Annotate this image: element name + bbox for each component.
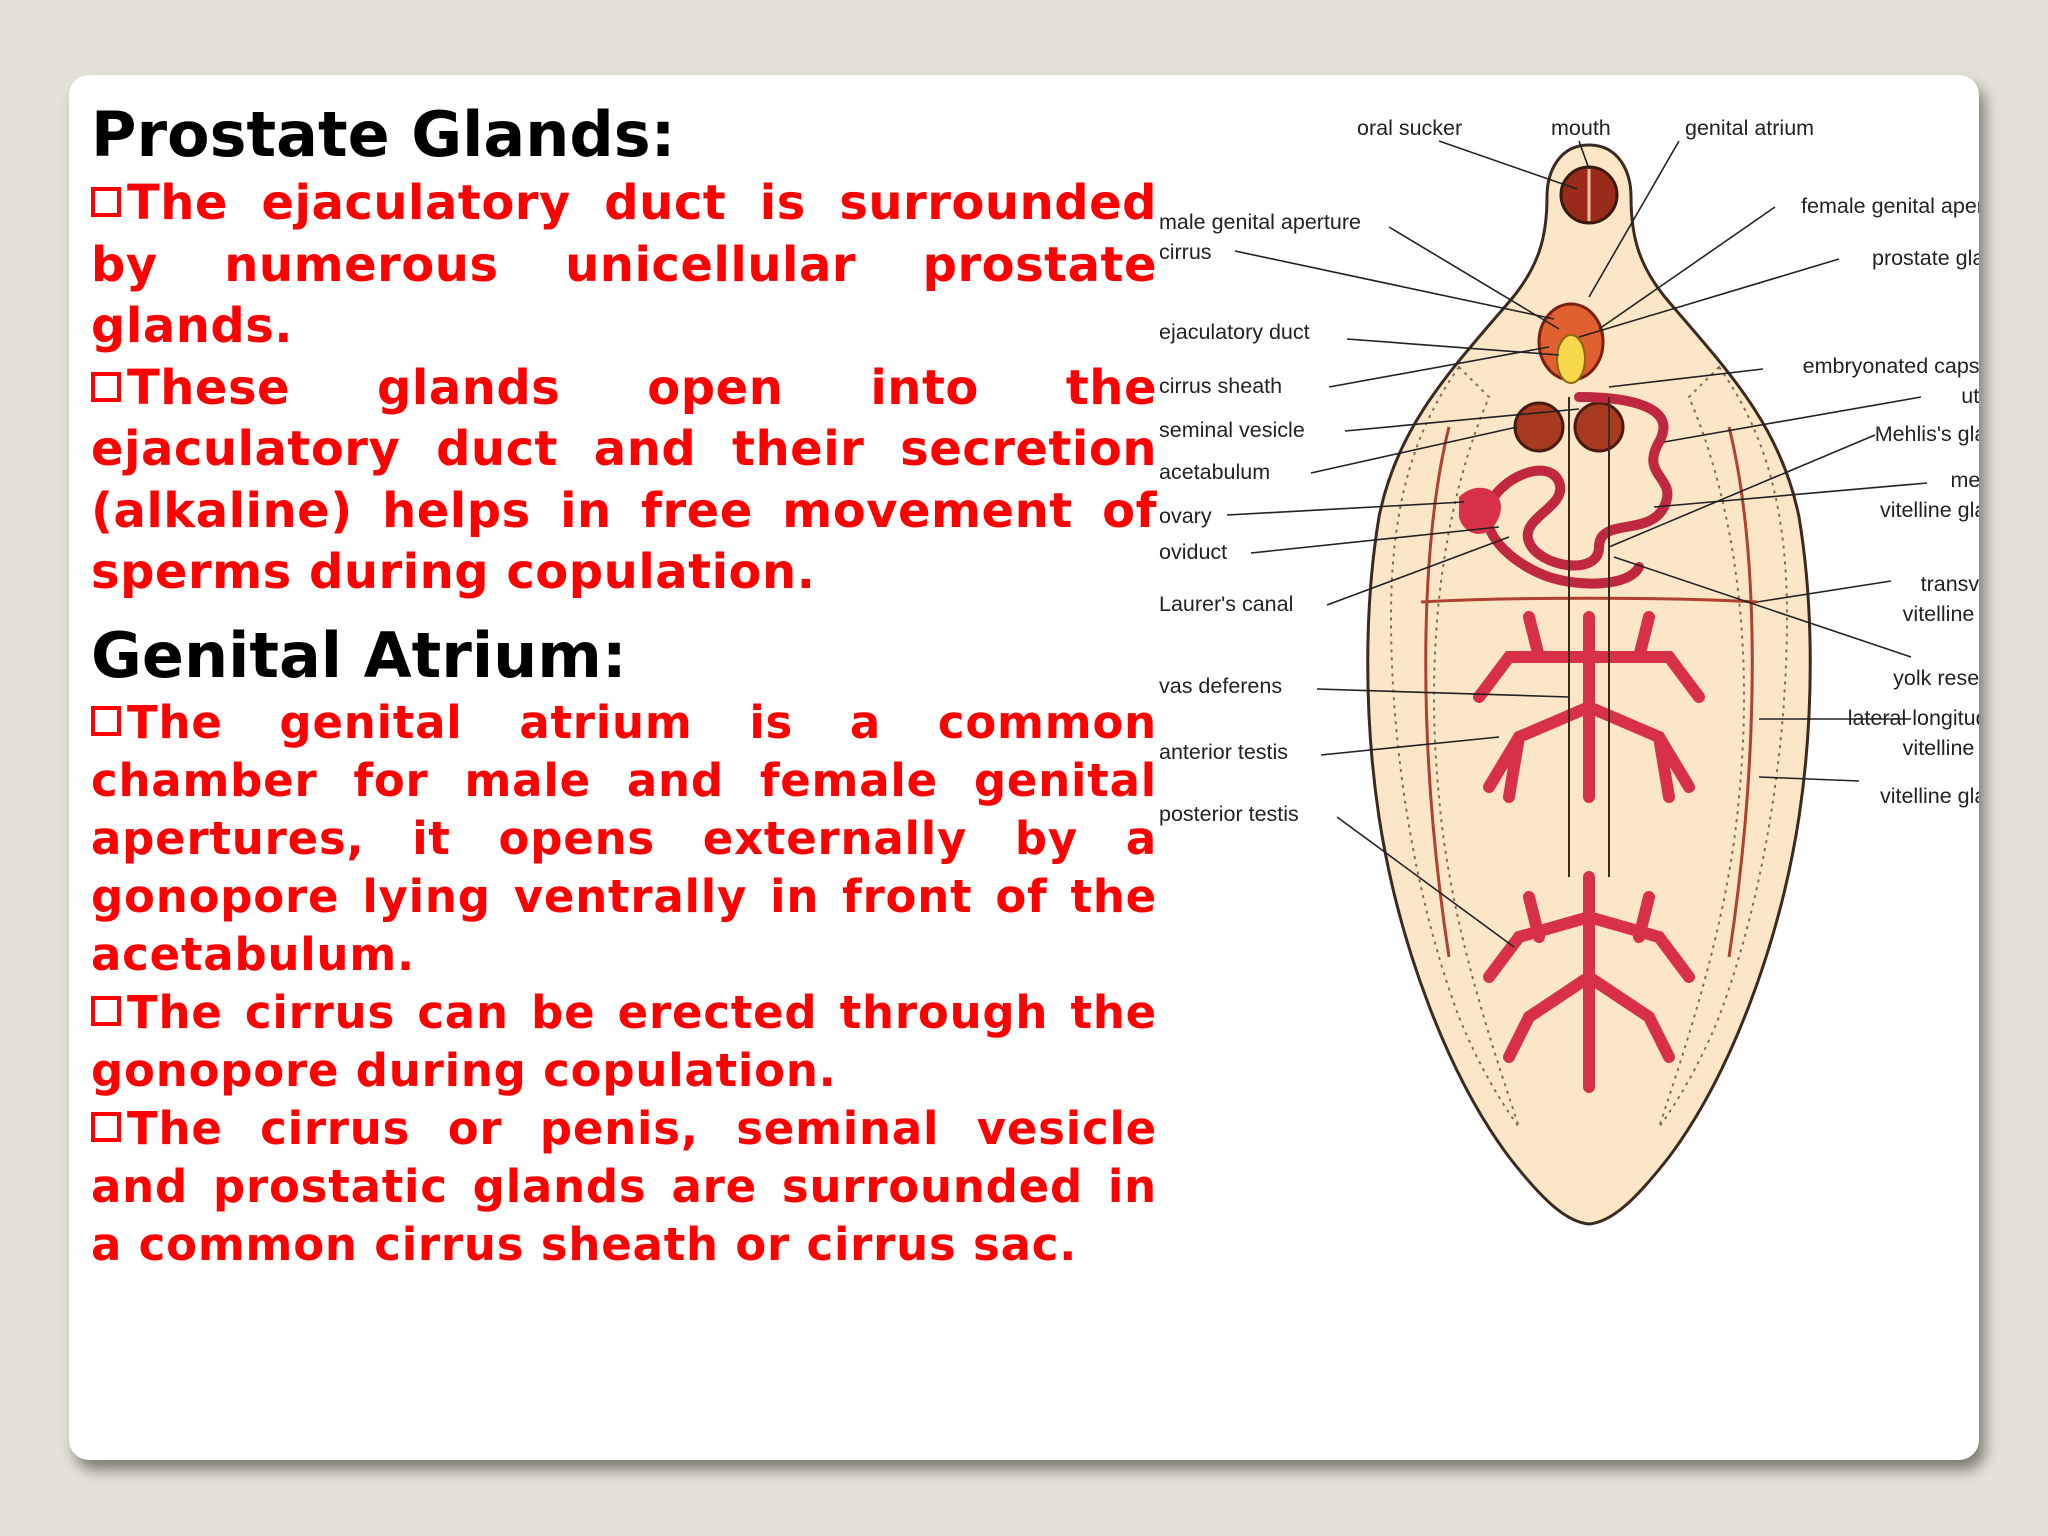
label-ejaculatory-duct: ejaculatory duct	[1159, 320, 1310, 344]
acetabulum	[1515, 403, 1563, 451]
slide-card	[69, 75, 2021, 1460]
text-column	[91, 97, 1157, 1274]
label-transverse-vitelline-duct: vitelline duct	[1902, 602, 2021, 626]
label-median: median	[1950, 468, 2021, 492]
label-lateral-vitelline-duct: vitelline duct	[1902, 736, 2021, 760]
bullet-item: The cirrus or penis, seminal vesicle and prostatic glands are surrounded in a common cirrus sheath or cirrus sac.	[91, 1101, 1157, 1271]
label-uterus: uterus	[1961, 384, 2021, 408]
label-median-vitelline-glands: vitelline glands	[1879, 498, 2021, 522]
label-seminal-vesicle: seminal vesicle	[1159, 418, 1305, 442]
label-mehlis-glands: Mehlis's glands	[1874, 422, 2021, 446]
label-lateral-longitudinal: lateral longitudinal	[1847, 706, 2021, 730]
label-vitelline-glands: vitelline glands	[1879, 784, 2021, 808]
bullet-item: The cirrus can be erected through the gonopore during copulation.	[91, 985, 1157, 1097]
label-mouth: mouth	[1551, 116, 1611, 140]
label-genital-atrium: genital atrium	[1685, 116, 1815, 140]
label-cirrus-sheath: cirrus sheath	[1159, 374, 1283, 398]
seminal-vesicle	[1575, 403, 1623, 451]
checkbox-bullet-icon	[91, 372, 121, 402]
bullet-item: The ejaculatory duct is surrounded by numerous unicellular prostate glands.	[91, 175, 1157, 354]
section-title-prostate-glands: Prostate Glands:	[91, 98, 676, 171]
label-ovary: ovary	[1159, 504, 1212, 528]
prostate-glands-section	[91, 97, 1157, 604]
label-anterior-testis: anterior testis	[1159, 740, 1289, 764]
label-laurers-canal: Laurer's canal	[1159, 592, 1294, 616]
bullet-item: The genital atrium is a common chamber for male and female genital apertures, it opens externally by a gonopore lying ventrally in front of the acetabulum.	[91, 695, 1157, 981]
label-vas-deferens: vas deferens	[1159, 674, 1283, 698]
label-yolk-reservoir: yolk reservoir	[1893, 666, 2021, 690]
checkbox-bullet-icon	[91, 706, 121, 736]
section-title-genital-atrium: Genital Atrium:	[91, 618, 627, 692]
checkbox-bullet-icon	[91, 187, 121, 217]
checkbox-bullet-icon	[91, 1112, 121, 1142]
label-male-genital-aperture: male genital aperture	[1159, 210, 1361, 234]
label-female-genital-aperture: female genital aperture	[1801, 194, 2021, 218]
label-oviduct: oviduct	[1159, 540, 1228, 564]
genital-atrium-section	[91, 618, 1157, 1274]
bullet-item: These glands open into the ejaculatory duct and their secretion (alkaline) helps in free movement of sperms during copulation.	[91, 359, 1157, 600]
checkbox-bullet-icon	[91, 996, 121, 1026]
ejaculatory-duct	[1557, 335, 1585, 383]
label-oral-sucker: oral sucker	[1357, 116, 1463, 140]
label-embryonated-capsules: embryonated capsules	[1802, 354, 2019, 378]
label-prostate-glands: prostate glands	[1871, 246, 2019, 270]
label-cirrus: cirrus	[1159, 240, 1212, 264]
label-transverse: transverse	[1920, 572, 2021, 596]
liver-fluke-anatomy-diagram	[1159, 97, 2021, 1257]
label-posterior-testis: posterior testis	[1159, 802, 1299, 826]
label-acetabulum: acetabulum	[1159, 460, 1271, 484]
